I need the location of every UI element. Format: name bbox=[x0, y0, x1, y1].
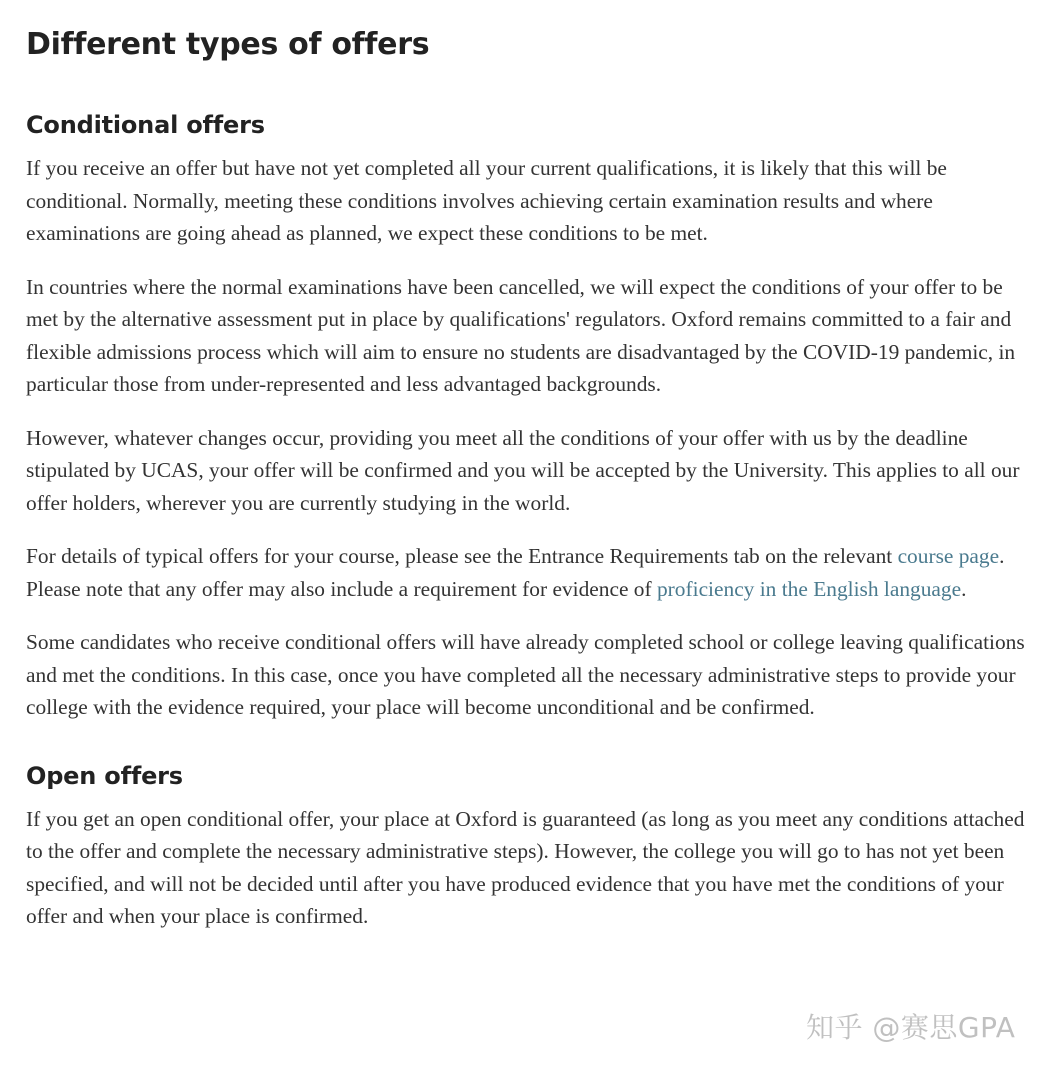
paragraph-with-links bbox=[26, 540, 1038, 605]
section-heading-open-offers: Open offers bbox=[26, 761, 183, 790]
paragraph: However, whatever changes occur, providing you meet all the conditions of your offer with us by the deadline stipulated by UCAS, your offer will be confirmed and you will be accepted by the University. This applies to all our offer holders, wherever you are currently studying in the world. bbox=[26, 425, 1020, 515]
paragraph-text: For details of typical offers for your course, please see the Entrance Requirements tab on the relevant bbox=[26, 544, 898, 568]
page-title: Different types of offers bbox=[26, 27, 430, 62]
paragraph: If you receive an offer but have not yet completed all your current qualifications, it is likely that this will be conditional. Normally, meeting these conditions involves achieving certain examination results and where examinations are going ahead as planned, we expect these conditions to be met. bbox=[26, 156, 947, 245]
course-page-link[interactable]: course page bbox=[897, 544, 1000, 568]
article-content bbox=[26, 0, 1038, 933]
english-proficiency-link[interactable]: proficiency in the English language bbox=[656, 576, 962, 601]
section-heading-conditional-offers: Conditional offers bbox=[26, 111, 265, 139]
paragraph-text: . bbox=[961, 576, 967, 601]
paragraph: Some candidates who receive conditional offers will have already completed school or college leaving qualifications and met the conditions. In this case, once you have completed all the necessary administrative steps to provide your college with the evidence required, your place will become unconditional and be confirmed. bbox=[26, 630, 1025, 719]
paragraph: In countries where the normal examinations have been cancelled, we will expect the conditions of your offer to be met by the alternative assessment put in place by qualifications' regulators. Oxford remains committed to a fair and flexible admissions process which will aim to ensure no students are disadvantaged by the COVID-19 pandemic, in particular those from under-represented and less advantaged backgrounds. bbox=[26, 274, 1016, 396]
paragraph: If you get an open conditional offer, your place at Oxford is guaranteed (as long as you meet any conditions attached to the offer and complete the necessary administrative steps). However, the college you will go to has not yet been specified, and will not be decided until after you have produced evidence that you have met the conditions of your offer and when your place is confirmed. bbox=[26, 806, 1025, 928]
watermark: 知乎 @赛思GPA bbox=[806, 1011, 1016, 1044]
paragraph-text: . Please note that any offer may also include a requirement for evidence of bbox=[26, 544, 1005, 601]
